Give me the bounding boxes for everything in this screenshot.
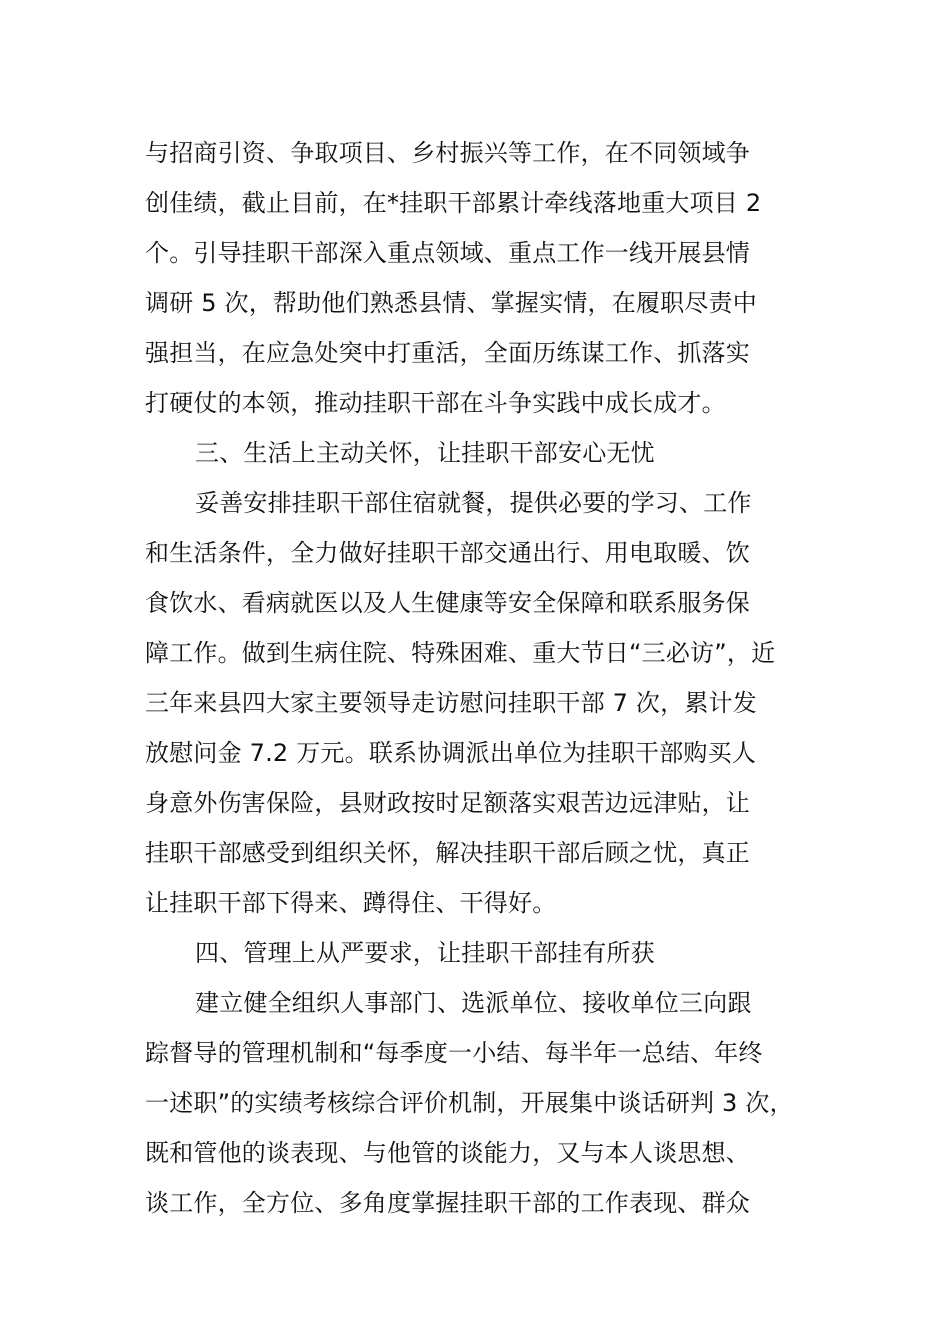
text-line: 放慰问金 7.2 万元。联系协调派出单位为挂职干部购买人: [145, 739, 757, 767]
text-line: 强担当，在应急处突中打重活，全面历练谋工作、抓落实: [145, 339, 750, 367]
section-heading: 三、生活上主动关怀，让挂职干部安心无忧: [195, 439, 655, 467]
text-line: 创佳绩，截止目前，在*挂职干部累计牵线落地重大项目 2: [145, 189, 762, 217]
text-line: 打硬仗的本领，推动挂职干部在斗争实践中成长成才。: [145, 389, 726, 417]
text-line: 三年来县四大家主要领导走访慰问挂职干部 7 次，累计发: [145, 689, 757, 717]
text-line: 谈工作，全方位、多角度掌握挂职干部的工作表现、群众: [145, 1189, 750, 1217]
text-line: 障工作。做到生病住院、特殊困难、重大节日“三必访”，近: [145, 639, 776, 667]
text-line: 建立健全组织人事部门、选派单位、接收单位三向跟: [195, 989, 752, 1017]
text-line: 与招商引资、争取项目、乡村振兴等工作，在不同领域争: [145, 139, 750, 167]
text-line: 让挂职干部下得来、蹲得住、干得好。: [145, 889, 557, 917]
text-line: 调研 5 次，帮助他们熟悉县情、掌握实情，在履职尽责中: [145, 289, 757, 317]
text-line: 和生活条件，全力做好挂职干部交通出行、用电取暖、饮: [145, 539, 750, 567]
text-line: 既和管他的谈表现、与他管的谈能力，又与本人谈思想、: [145, 1139, 750, 1167]
document-body: [145, 128, 845, 1228]
text-line: 个。引导挂职干部深入重点领域、重点工作一线开展县情: [145, 239, 750, 267]
text-line: 身意外伤害保险，县财政按时足额落实艰苦边远津贴，让: [145, 789, 750, 817]
text-line: 挂职干部感受到组织关怀，解决挂职干部后顾之忧，真正: [145, 839, 750, 867]
text-line: 食饮水、看病就医以及人生健康等安全保障和联系服务保: [145, 589, 750, 617]
text-line: 踪督导的管理机制和“每季度一小结、每半年一总结、年终: [145, 1039, 763, 1067]
text-line: 妥善安排挂职干部住宿就餐，提供必要的学习、工作: [195, 489, 752, 517]
section-heading: 四、管理上从严要求，让挂职干部挂有所获: [195, 939, 655, 967]
text-line: 一述职”的实绩考核综合评价机制，开展集中谈话研判 3 次，: [145, 1089, 794, 1117]
